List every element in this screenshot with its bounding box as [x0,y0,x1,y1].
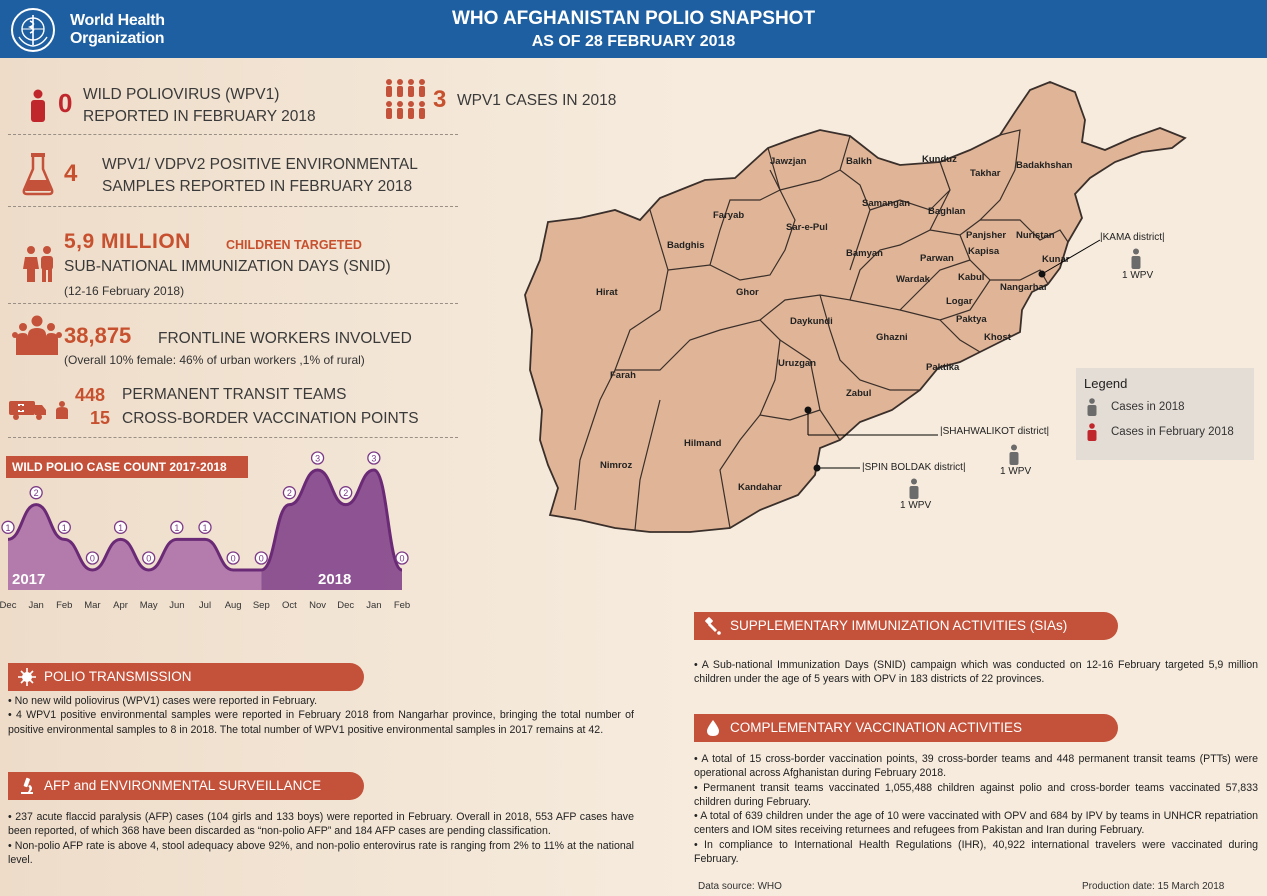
data-point-marker [199,521,211,533]
drop-icon [704,719,722,737]
province-label: Kunduz [922,154,957,165]
data-source: Data source: WHO [698,881,782,892]
x-tick-label: Feb [393,600,411,611]
data-label: 1 [61,522,67,533]
x-tick-label: Dec [337,600,355,611]
microscope-icon [18,777,36,795]
workers-note: (Overall 10% female: 46% of urban workers ,1% of rural) [64,353,365,367]
divider [8,206,458,207]
province-label: Kapisa [968,246,1000,257]
divider [8,437,458,438]
callout-spinboldak-cases: 1 WPV [900,500,932,511]
bullet: • Non-polio AFP rate is above 4, stool adequacy above 92%, and non-polio enterovirus rate is ranging from 2% to 11% at the national level. [8,839,634,866]
env-label [102,154,418,198]
province-label: Kandahar [738,482,782,493]
children-dates: (12-16 February 2018) [64,284,185,298]
section-title: COMPLEMENTARY VACCINATION ACTIVITIES [730,720,1023,735]
data-label: 0 [230,553,236,564]
data-label: 3 [371,453,377,464]
polio-transmission-text [8,694,634,737]
red-person-icon [1086,423,1098,441]
data-point-marker [115,521,127,533]
x-tick-label: Apr [113,600,128,611]
ambulance-icon [8,398,72,420]
data-point-marker [283,487,295,499]
data-label: 3 [315,453,321,464]
children-suffix: CHILDREN TARGETED [226,238,362,252]
section-title: AFP and ENVIRONMENTAL SURVEILLANCE [44,778,322,793]
x-tick-label: May [139,600,158,611]
people-group-icon [384,78,426,122]
area-2017 [8,505,261,590]
province-label: Sar-e-Pul [786,222,828,233]
province-label: Wardak [896,274,930,285]
bullet: • A Sub-national Immunization Days (SNID) campaign which was conducted on 12-16 February targeted 5,9 million children under the age of 5 years with OPV in 183 districts of 22 provinces. [694,659,1258,686]
province-label: Takhar [970,168,1001,179]
data-label: 2 [33,488,39,499]
bullet: • A total of 15 cross-border vaccination points, 39 cross-border teams and 448 permanent transit teams (PTTs) were operational across Afghanistan during February 2018. [694,753,1258,780]
province-label: Zabul [846,388,872,399]
case-2018-icon [1008,444,1020,466]
legend-item-2018: Cases in 2018 [1111,401,1185,413]
data-label: 2 [343,488,349,499]
province-label: Ghazni [876,332,908,343]
province-label: Kabul [958,272,985,283]
data-label: 0 [146,553,152,564]
province-label: Paktya [956,314,987,325]
province-label: Balkh [846,156,872,167]
case-count-chart [0,450,440,620]
border-value: 15 [90,408,111,428]
data-point-marker [30,487,42,499]
x-tick-label: Nov [309,600,327,611]
x-tick-label: Dec [0,600,17,611]
data-label: 1 [202,522,208,533]
bullet: • A total of 639 children under the age of 10 were vaccinated with OPV and 684 by IPV by teams in UNHCR repatriation centers and IOM sites receiving returnees and refugees from Pakistan and Iran during February. [694,810,1258,837]
section-title: POLIO TRANSMISSION [44,669,192,684]
data-point-marker [58,521,70,533]
province-label: Farah [610,370,636,381]
env-line2: SAMPLES REPORTED IN FEBRUARY 2018 [102,178,413,195]
section-afp-header [8,772,364,800]
workers-value: 38,875 [64,323,132,348]
legend-title: Legend [1084,376,1128,391]
page-title: WHO AFGHANISTAN POLIO SNAPSHOT [451,8,816,29]
env-line1: WPV1/ VDPV2 POSITIVE ENVIRONMENTAL [102,156,418,173]
wpv1-year-value: 3 [433,86,447,113]
data-label: 2 [286,488,292,499]
province-label: Hirat [596,287,618,298]
callout-shahwalikot: |SHAHWALIKOT district| [940,426,1050,437]
x-tick-label: Mar [84,600,101,611]
wpv1-feb-value: 0 [58,88,73,118]
section-title: SUPPLEMENTARY IMMUNIZATION ACTIVITIES (SIAs) [730,618,1068,633]
data-label: 1 [174,522,180,533]
province-label: Jawzjan [770,156,807,167]
page-subtitle: AS OF 28 FEBRUARY 2018 [531,33,736,50]
province-label: Hilmand [684,438,722,449]
bullet: • Permanent transit teams vaccinated 1,055,488 children against polio and cross-border teams vaccinated 57,833 children during February. [694,781,1258,808]
province-label: Samangan [862,198,911,209]
province-label: Nangarhar [1000,282,1048,293]
border-label: CROSS-BORDER VACCINATION POINTS [122,410,419,427]
province-label: Badghis [667,240,705,251]
org-line-1: World Health [70,12,165,29]
data-point-marker [171,521,183,533]
province-label: Bamyan [846,248,883,259]
year-label-2017: 2017 [12,571,46,588]
wpv1-feb-line2: REPORTED IN FEBRUARY 2018 [83,108,316,125]
province-label: Panjsher [966,230,1007,241]
dropper-icon [704,617,722,635]
province-label: Nimroz [600,460,633,471]
sia-text [694,658,1258,687]
legend-item-feb: Cases in February 2018 [1111,426,1234,438]
case-2018-icon [908,478,920,500]
province-label: Paktika [926,362,960,373]
case-2018-icon [1130,248,1142,270]
province-label: Ghor [736,287,759,298]
province-label: Baghlan [928,206,966,217]
data-label: 0 [399,553,405,564]
children-icon [22,245,56,283]
x-tick-label: Aug [224,600,242,611]
data-point-marker [312,452,324,464]
data-point-marker [255,552,267,564]
x-tick-label: Oct [282,600,297,611]
x-tick-label: Jun [169,600,185,611]
province-label: Nuristan [1016,230,1055,241]
callout-kama: |KAMA district| [1100,232,1165,243]
data-point-marker [2,521,14,533]
workers-group-icon [12,315,62,355]
wpv1-feb-label [83,84,316,128]
transit-label: PERMANENT TRANSIT TEAMS [122,386,347,403]
callout-spinboldak: |SPIN BOLDAK district| [862,462,966,473]
divider [8,134,458,135]
province-label: Khost [984,332,1011,343]
callout-kama-cases: 1 WPV [1122,270,1154,281]
x-tick-label: Feb [56,600,73,611]
workers-label: FRONTLINE WORKERS INVOLVED [158,330,412,347]
x-tick-label: Jul [198,600,212,611]
complementary-text [694,752,1258,866]
x-tick-label: Jan [366,600,382,611]
transit-value: 448 [75,385,106,405]
section-polio-transmission-header [8,663,364,691]
province-label: Logar [946,296,973,307]
data-label: 0 [89,553,95,564]
data-point-marker [368,452,380,464]
header-bar [0,0,1267,58]
bullet: • In compliance to International Health Regulations (IHR), 40,922 international travelers were vaccinated during February. [694,838,1258,866]
children-snid-label: SUB-NATIONAL IMMUNIZATION DAYS (SNID) [64,258,391,275]
children-value: 5,9 MILLION [64,230,191,253]
province-label: Faryab [713,210,745,221]
province-label: Uruzgan [778,358,816,369]
data-label: 1 [118,522,124,533]
section-complementary-header [694,714,1118,742]
virus-icon [18,668,36,686]
production-date: Production date: 15 March 2018 [1082,881,1225,892]
org-line-2: Organization [70,30,165,47]
bullet: • 237 acute flaccid paralysis (AFP) cases (104 girls and 133 boys) were reported in February. Overall in 2018, 553 AFP cases have been reported, of which 368 have been discarded as “non-polio AFP” and 184 AFP cases are pending classification. [8,811,634,838]
gray-person-icon [1086,398,1098,416]
bullet: • No new wild poliovirus (WPV1) cases were reported in February. [8,695,318,707]
person-icon [28,89,48,123]
flask-icon [22,152,54,196]
province-label: Kunar [1042,254,1070,265]
data-point-marker [143,552,155,564]
data-point-marker [340,487,352,499]
map-legend [1076,368,1254,460]
x-tick-label: Sep [252,600,270,611]
year-label-2018: 2018 [318,571,352,588]
province-label: Badakhshan [1016,160,1073,171]
data-label: 0 [258,553,264,564]
section-sia-header [694,612,1118,640]
data-label: 1 [5,522,11,533]
data-point-marker [396,552,408,564]
data-point-marker [86,552,98,564]
callout-shahwalikot-cases: 1 WPV [1000,466,1032,477]
wpv1-year-label: WPV1 CASES IN 2018 [457,92,617,109]
afp-text [8,810,634,867]
x-tick-label: Jan [28,600,44,611]
divider [8,303,458,304]
wpv1-feb-line1: WILD POLIOVIRUS (WPV1) [83,86,280,103]
province-label: Parwan [920,253,954,264]
chart-title: WILD POLIO CASE COUNT 2017-2018 [6,456,248,478]
province-label: Daykundi [790,316,833,327]
env-value: 4 [64,160,78,187]
data-point-marker [227,552,239,564]
bullet: • 4 WPV1 positive environmental samples were reported in February 2018 from Nangarhar province, bringing the total number of positive environmental samples to 8 in 2018. The total number of WPV1 positive environmental samples in 2017 remains at 42. [8,709,634,736]
